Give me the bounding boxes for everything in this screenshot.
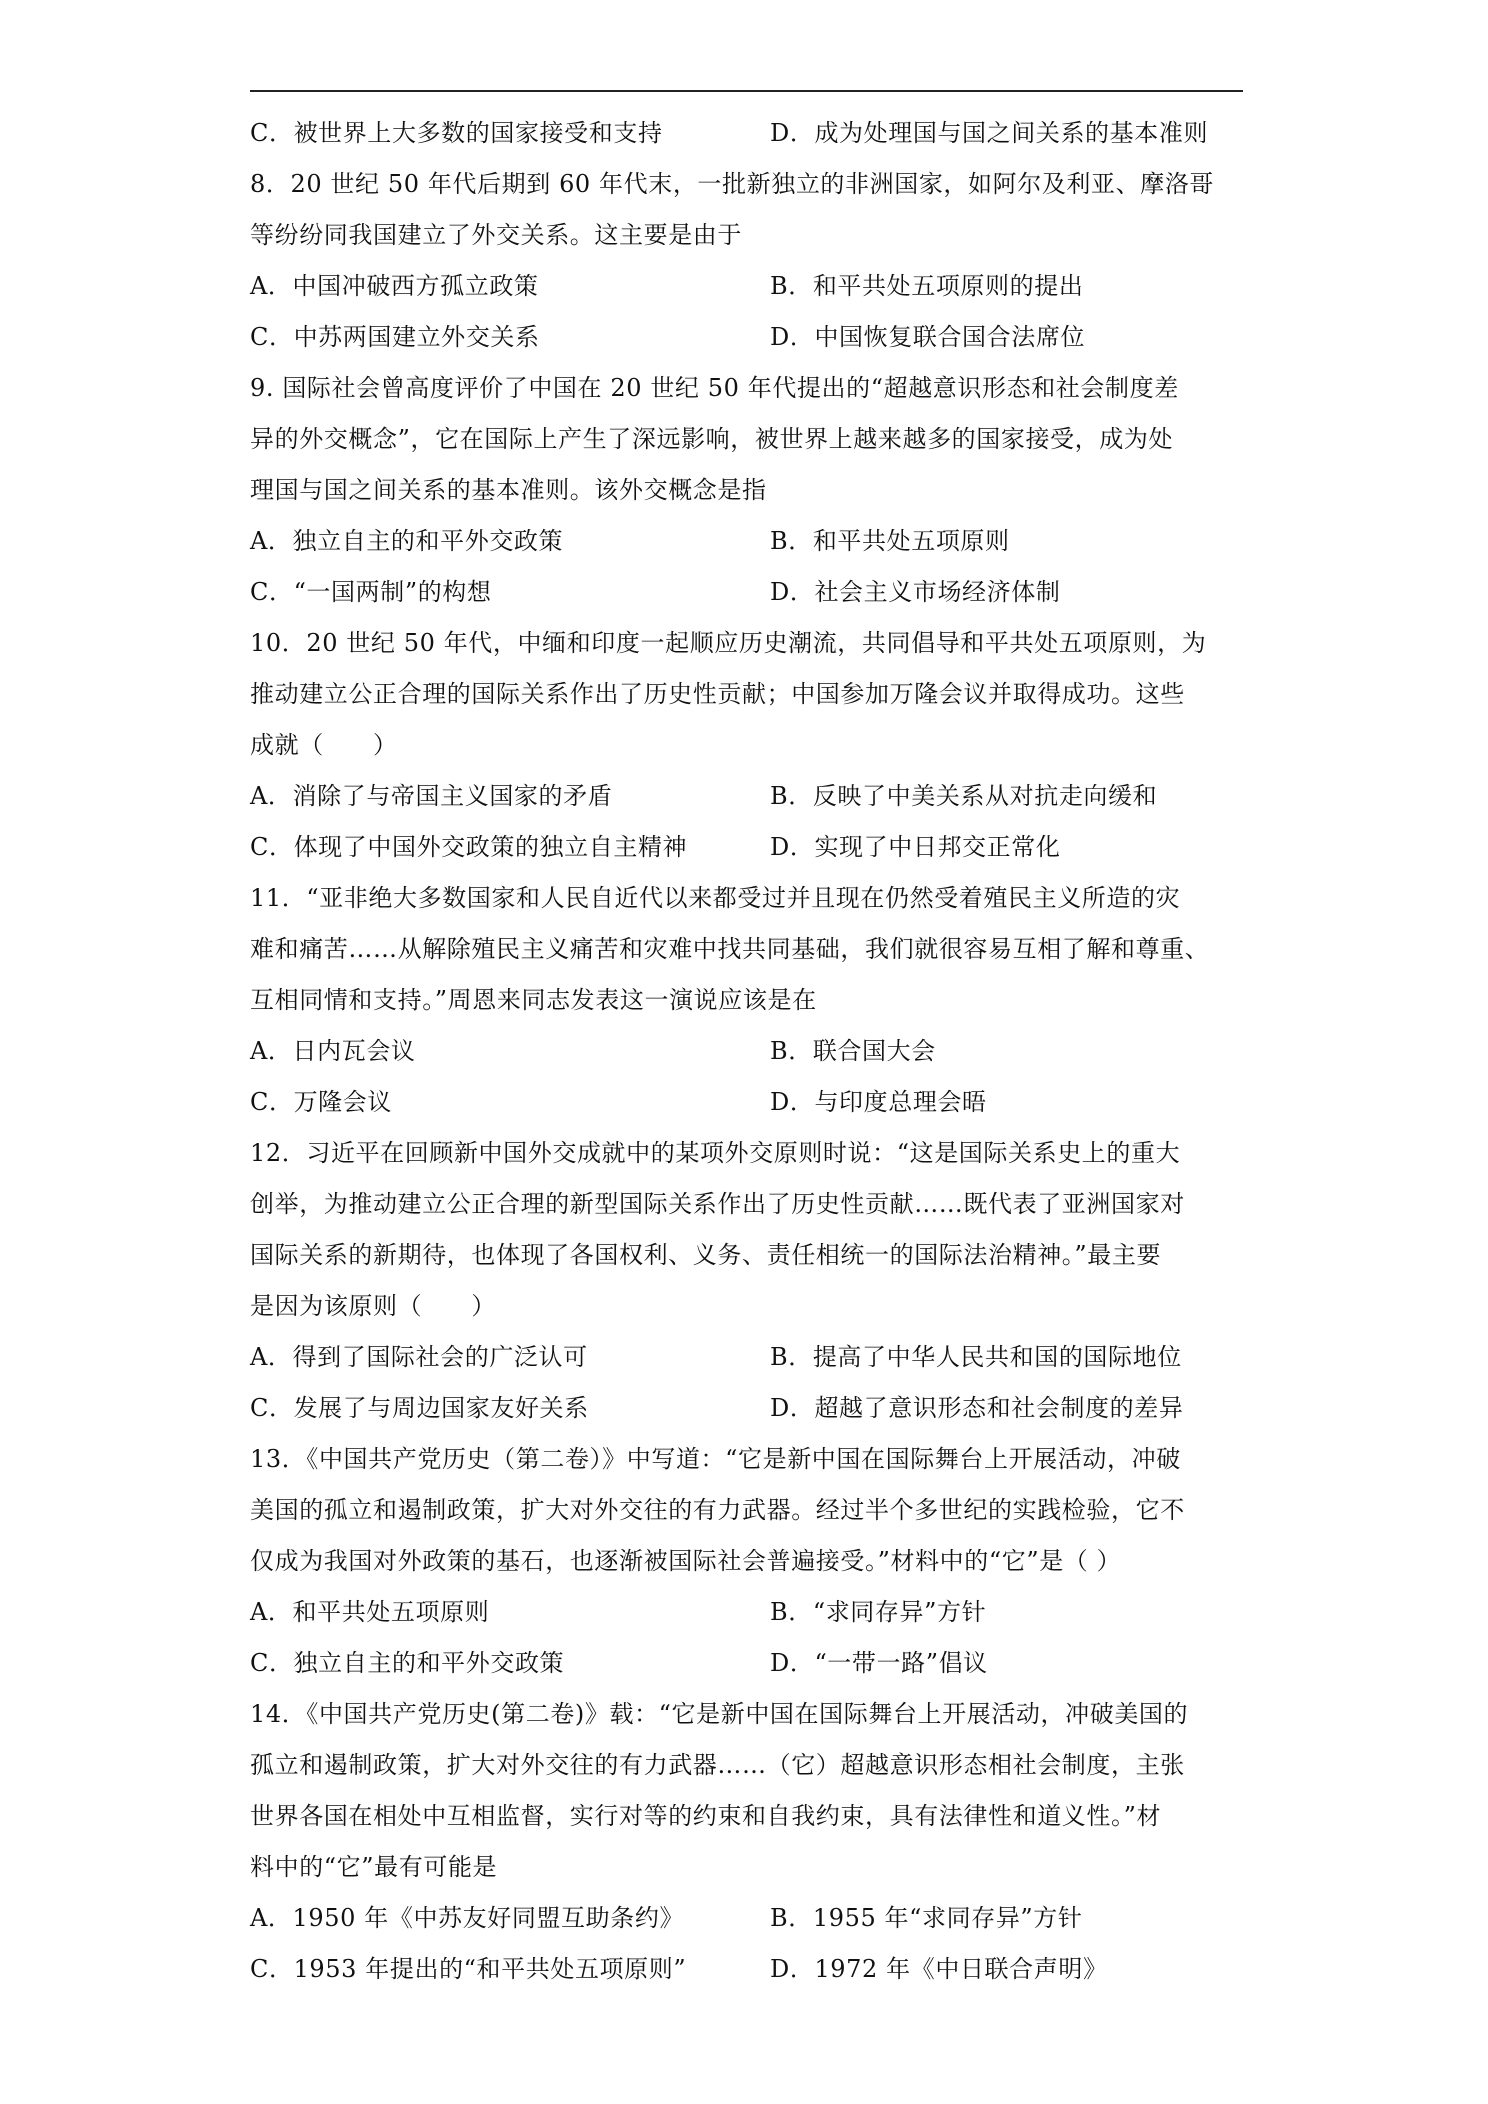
question-stem-line: 国际关系的新期待，也体现了各国权利、义务、责任相统一的国际法治精神。”最主要 <box>250 1241 1162 1269</box>
options-row <box>250 516 1250 567</box>
options-row <box>250 1587 1250 1638</box>
question-stem-line: 等纷纷同我国建立了外交关系。这主要是由于 <box>250 221 742 249</box>
options-row <box>250 1638 1250 1689</box>
question-stem-line: 创举，为推动建立公正合理的新型国际关系作出了历史性贡献……既代表了亚洲国家对 <box>250 1190 1185 1218</box>
options-row <box>250 1332 1250 1383</box>
option-c: C．中苏两国建立外交关系 <box>250 323 540 351</box>
exam-page <box>250 108 1250 1995</box>
question-stem-line: 互相同情和支持。”周恩来同志发表这一演说应该是在 <box>250 986 817 1014</box>
option-d: D．成为处理国与国之间关系的基本准则 <box>770 119 1209 147</box>
question-stem-line: 理国与国之间关系的基本准则。该外交概念是指 <box>250 476 767 504</box>
option-d: D．1972 年《中日联合声明》 <box>770 1955 1108 1983</box>
option-d: D．与印度总理会晤 <box>770 1088 987 1116</box>
option-c: C．体现了中国外交政策的独立自主精神 <box>250 833 688 861</box>
prev-question-options-row-2 <box>250 108 1250 159</box>
options-row <box>250 1077 1250 1128</box>
option-c: C．“一国两制”的构想 <box>250 578 492 606</box>
question-stem-line: 孤立和遏制政策，扩大对外交往的有力武器……（它）超越意识形态相社会制度，主张 <box>250 1751 1185 1779</box>
question-stem-line: 13．《中国共产党历史（第二卷）》中写道：“它是新中国在国际舞台上开展活动，冲破 <box>250 1445 1181 1473</box>
option-c: C．独立自主的和平外交政策 <box>250 1649 565 1677</box>
options-row <box>250 1944 1250 1995</box>
option-a: A．得到了国际社会的广泛认可 <box>250 1343 588 1371</box>
question-stem-line: 是因为该原则（ ） <box>250 1292 496 1320</box>
question-stem-line: 异的外交概念”，它在国际上产生了深远影响，被世界上越来越多的国家接受，成为处 <box>250 425 1174 453</box>
option-c: C．万隆会议 <box>250 1088 392 1116</box>
option-a: A．日内瓦会议 <box>250 1037 416 1065</box>
option-b: B．和平共处五项原则 <box>770 527 1010 555</box>
options-row <box>250 822 1250 873</box>
option-d: D．“一带一路”倡议 <box>770 1649 988 1677</box>
question-stem-line: 料中的“它”最有可能是 <box>250 1853 498 1881</box>
question-stem-line: 美国的孤立和遏制政策，扩大对外交往的有力武器。经过半个多世纪的实践检验，它不 <box>250 1496 1185 1524</box>
options-row <box>250 1383 1250 1434</box>
question-14 <box>250 1689 1250 1995</box>
option-d: D．中国恢复联合国合法席位 <box>770 323 1086 351</box>
question-stem-line: 12．习近平在回顾新中国外交成就中的某项外交原则时说：“这是国际关系史上的重大 <box>250 1139 1181 1167</box>
question-stem-line: 成就（ ） <box>250 731 398 759</box>
option-a: A．和平共处五项原则 <box>250 1598 490 1626</box>
option-c: C．发展了与周边国家友好关系 <box>250 1394 589 1422</box>
option-b: B．反映了中美关系从对抗走向缓和 <box>770 782 1158 810</box>
question-stem-line: 仅成为我国对外政策的基石，也逐渐被国际社会普遍接受。”材料中的“它”是（ ） <box>250 1547 1122 1575</box>
question-13 <box>250 1434 1250 1689</box>
question-stem-line: 8．20 世纪 50 年代后期到 60 年代末，一批新独立的非洲国家，如阿尔及利亚、摩洛哥 <box>250 170 1215 198</box>
option-c: C．1953 年提出的“和平共处五项原则” <box>250 1955 687 1983</box>
question-stem-line: 世界各国在相处中互相监督，实行对等的约束和自我约束，具有法律性和道义性。”材 <box>250 1802 1162 1830</box>
header-rule <box>250 90 1243 92</box>
question-stem-line: 难和痛苦……从解除殖民主义痛苦和灾难中找共同基础，我们就很容易互相了解和尊重、 <box>250 935 1210 963</box>
options-row <box>250 261 1250 312</box>
option-b: B．联合国大会 <box>770 1037 936 1065</box>
option-a: A．消除了与帝国主义国家的矛盾 <box>250 782 613 810</box>
option-b: B．“求同存异”方针 <box>770 1598 987 1626</box>
options-row <box>250 1893 1250 1944</box>
option-c: C．被世界上大多数的国家接受和支持 <box>250 119 663 147</box>
question-11 <box>250 873 1250 1128</box>
question-stem-line: 推动建立公正合理的国际关系作出了历史性贡献；中国参加万隆会议并取得成功。这些 <box>250 680 1185 708</box>
option-a: A．独立自主的和平外交政策 <box>250 527 564 555</box>
option-b: B．和平共处五项原则的提出 <box>770 272 1084 300</box>
question-10 <box>250 618 1250 873</box>
option-a: A．1950 年《中苏友好同盟互助条约》 <box>250 1904 685 1932</box>
option-a: A．中国冲破西方孤立政策 <box>250 272 539 300</box>
question-9 <box>250 363 1250 618</box>
options-row <box>250 312 1250 363</box>
question-stem-line: 11．“亚非绝大多数国家和人民自近代以来都受过并且现在仍然受着殖民主义所造的灾 <box>250 884 1181 912</box>
options-row <box>250 567 1250 618</box>
option-d: D．社会主义市场经济体制 <box>770 578 1061 606</box>
question-8 <box>250 159 1250 363</box>
question-stem-line: 9. 国际社会曾高度评价了中国在 20 世纪 50 年代提出的“超越意识形态和社会制度差 <box>250 374 1179 402</box>
option-b: B．提高了中华人民共和国的国际地位 <box>770 1343 1182 1371</box>
option-d: D．实现了中日邦交正常化 <box>770 833 1061 861</box>
option-b: B．1955 年“求同存异”方针 <box>770 1904 1083 1932</box>
options-row <box>250 771 1250 822</box>
question-12 <box>250 1128 1250 1434</box>
question-stem-line: 10．20 世纪 50 年代，中缅和印度一起顺应历史潮流，共同倡导和平共处五项原则，为 <box>250 629 1207 657</box>
options-row <box>250 1026 1250 1077</box>
option-d: D．超越了意识形态和社会制度的差异 <box>770 1394 1184 1422</box>
question-stem-line: 14．《中国共产党历史(第二卷)》载：“它是新中国在国际舞台上开展活动，冲破美国的 <box>250 1700 1189 1728</box>
